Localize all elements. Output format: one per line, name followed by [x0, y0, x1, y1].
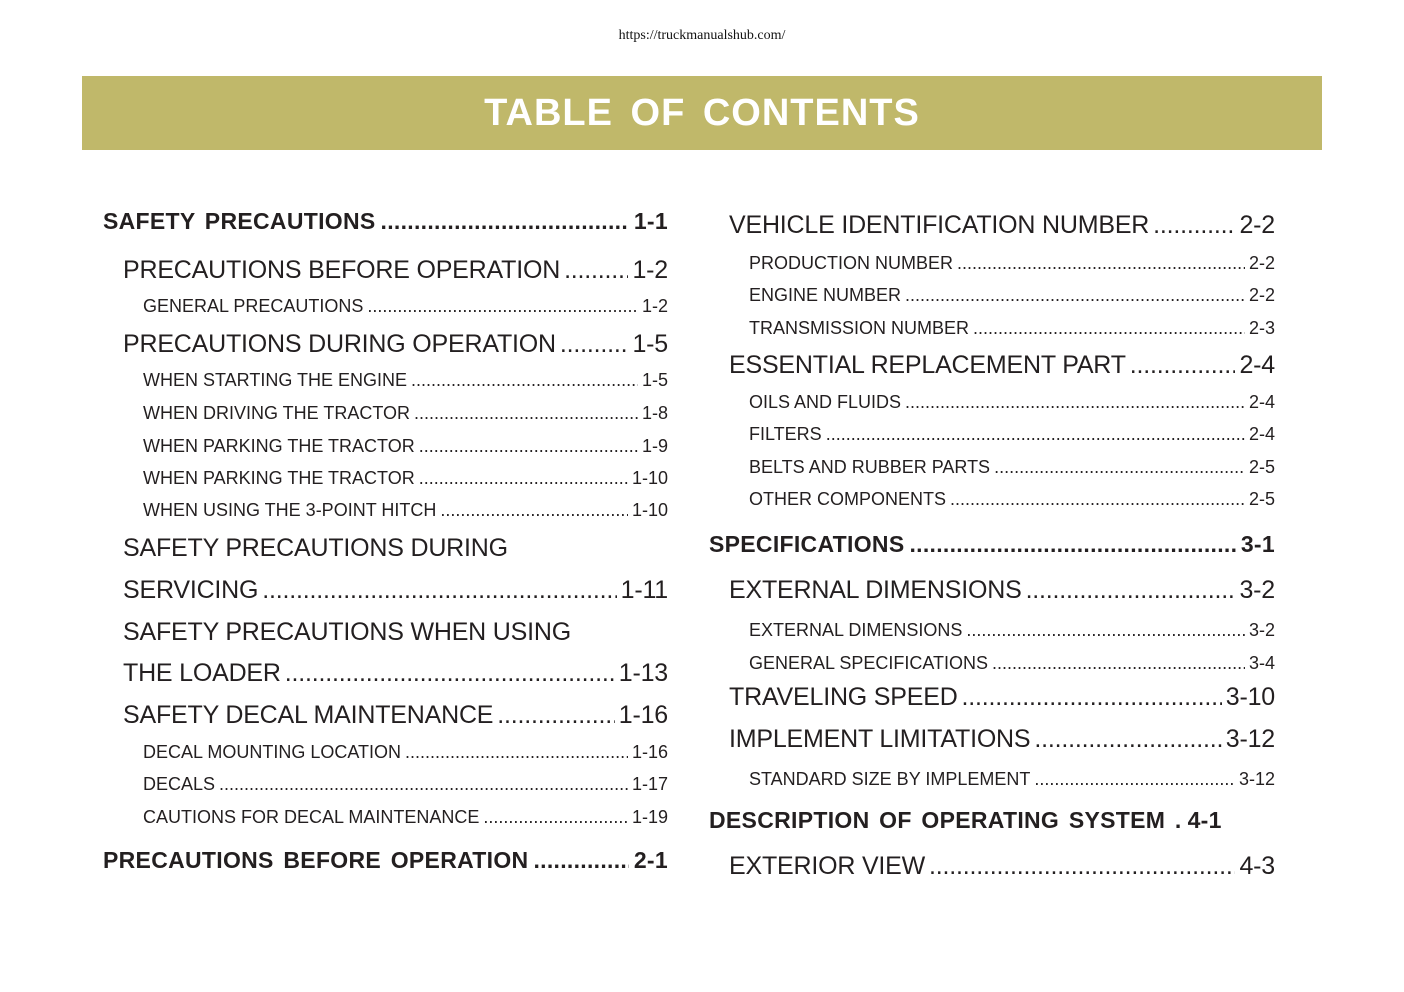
dot-leader — [405, 742, 628, 763]
toc-entry-title: SAFETY PRECAUTIONS — [103, 208, 376, 234]
toc-entry-decal-mounting-location[interactable] — [143, 742, 668, 763]
toc-entry-title: PRECAUTIONS BEFORE OPERATION — [123, 256, 561, 284]
toc-entry-title: DECAL MOUNTING LOCATION — [143, 742, 402, 762]
toc-entry-title: TRAVELING SPEED — [729, 683, 958, 711]
toc-entry-page: 1-11 — [620, 576, 668, 604]
dot-leader — [414, 403, 638, 424]
toc-entry-essential-replacement-part[interactable] — [729, 351, 1275, 380]
toc-entry-transmission-number[interactable] — [749, 318, 1275, 339]
toc-entry-external-dimensions[interactable] — [729, 576, 1275, 605]
dot-leader — [929, 852, 1235, 881]
dot-leader — [994, 457, 1245, 478]
toc-entry-belts-rubber-parts[interactable] — [749, 457, 1275, 478]
toc-entry-title: THE LOADER — [123, 659, 281, 687]
toc-entry-title: EXTERNAL DIMENSIONS — [729, 576, 1022, 604]
toc-entry-page: 3-1 — [1240, 531, 1275, 557]
toc-entry-title: ESSENTIAL REPLACEMENT PART — [729, 351, 1126, 379]
toc-entry-title: FILTERS — [749, 424, 822, 444]
dot-leader — [905, 392, 1245, 413]
toc-entry-page: 3-2 — [1248, 620, 1275, 640]
dot-leader — [966, 620, 1245, 641]
dot-leader — [950, 489, 1245, 510]
toc-entry-title: PRODUCTION NUMBER — [749, 253, 954, 273]
toc-entry-traveling-speed[interactable] — [729, 683, 1275, 712]
toc-entry-title: DESCRIPTION OF OPERATING SYSTEM . — [709, 807, 1182, 833]
toc-entry-title: PRECAUTIONS BEFORE OPERATION — [103, 847, 529, 873]
toc-entry-page: 1-19 — [631, 807, 668, 827]
toc-entry-safety-servicing[interactable] — [123, 576, 668, 605]
toc-entry-cautions-decal-maintenance[interactable] — [143, 807, 668, 828]
toc-entry-title: WHEN USING THE 3-POINT HITCH — [143, 500, 437, 520]
toc-entry-page: 2-3 — [1248, 318, 1275, 338]
dot-leader — [440, 500, 628, 521]
toc-entry-page: 2-2 — [1239, 211, 1275, 239]
toc-entry-page: 1-9 — [641, 436, 668, 456]
dot-leader — [962, 683, 1222, 712]
toc-entry-title: WHEN PARKING THE TRACTOR — [143, 436, 415, 456]
toc-entry-exterior-view[interactable] — [729, 852, 1275, 881]
dot-leader — [411, 370, 638, 391]
dot-leader — [957, 253, 1245, 274]
toc-entry-page: 1-8 — [641, 403, 668, 423]
toc-entry-title: SPECIFICATIONS — [709, 531, 905, 557]
dot-leader — [1026, 576, 1236, 605]
toc-entry-specifications[interactable] — [709, 531, 1275, 558]
toc-entry-implement-limitations[interactable] — [729, 725, 1275, 754]
dot-leader — [826, 424, 1245, 445]
dot-leader — [497, 701, 614, 730]
toc-entry-when-driving-tractor[interactable] — [143, 403, 668, 424]
dot-leader — [1130, 351, 1236, 380]
toc-entry-when-parking-tractor[interactable] — [143, 436, 668, 457]
toc-entry-title: WHEN STARTING THE ENGINE — [143, 370, 408, 390]
toc-entry-page: 1-16 — [618, 701, 668, 729]
toc-entry-page: 2-5 — [1248, 457, 1275, 477]
toc-entry-precautions-during-operation[interactable] — [123, 330, 668, 359]
toc-entry-title: ENGINE NUMBER — [749, 285, 902, 305]
toc-entry-title: PRECAUTIONS DURING OPERATION — [123, 330, 556, 358]
toc-entry-title: OTHER COMPONENTS — [749, 489, 947, 509]
toc-entry-page: 3-4 — [1248, 653, 1275, 673]
toc-entry-page: 1-10 — [631, 500, 668, 520]
toc-entry-decals[interactable] — [143, 774, 668, 795]
toc-entry-description-operating-system[interactable] — [709, 807, 1275, 834]
toc-entry-oils-and-fluids[interactable] — [749, 392, 1275, 413]
toc-entry-title: DECALS — [143, 774, 216, 794]
toc-entry-page: 1-1 — [633, 208, 668, 234]
toc-entry-engine-number[interactable] — [749, 285, 1275, 306]
toc-entry-external-dimensions-sub[interactable] — [749, 620, 1275, 641]
toc-entry-title: OILS AND FLUIDS — [749, 392, 902, 412]
page-title: TABLE OF CONTENTS — [484, 91, 920, 134]
toc-entry-page: 3-12 — [1238, 769, 1275, 789]
dot-leader — [905, 285, 1245, 306]
toc-entry-title: GENERAL SPECIFICATIONS — [749, 653, 989, 673]
toc-entry-production-number[interactable] — [749, 253, 1275, 274]
toc-entry-page: 3-12 — [1225, 725, 1275, 753]
toc-entry-title: STANDARD SIZE BY IMPLEMENT — [749, 769, 1031, 789]
toc-entry-title: WHEN DRIVING THE TRACTOR — [143, 403, 411, 423]
toc-entry-filters[interactable] — [749, 424, 1275, 445]
toc-entry-title: WHEN PARKING THE TRACTOR — [143, 468, 415, 488]
dot-leader — [381, 208, 629, 235]
toc-entry-other-components[interactable] — [749, 489, 1275, 510]
toc-entry-page: 3-10 — [1225, 683, 1275, 711]
toc-entry-page: 1-5 — [641, 370, 668, 390]
toc-entry-page: 1-10 — [631, 468, 668, 488]
toc-entry-title: CAUTIONS FOR DECAL MAINTENANCE — [143, 807, 480, 827]
toc-entry-when-parking-tractor-2[interactable] — [143, 468, 668, 489]
toc-entry-when-starting-engine[interactable] — [143, 370, 668, 391]
dot-leader — [367, 296, 638, 317]
toc-entry-page: 2-1 — [633, 847, 668, 873]
dot-leader — [992, 653, 1245, 674]
toc-entry-title: BELTS AND RUBBER PARTS — [749, 457, 991, 477]
source-url: https://truckmanualshub.com/ — [618, 28, 786, 43]
toc-entry-page: 1-17 — [631, 774, 668, 794]
dot-leader — [1034, 769, 1235, 790]
toc-entry-general-precautions[interactable] — [143, 296, 668, 317]
toc-entry-page: 2-4 — [1239, 351, 1275, 379]
dot-leader — [419, 468, 628, 489]
toc-entry-title: TRANSMISSION NUMBER — [749, 318, 970, 338]
title-banner — [82, 76, 1322, 150]
toc-entry-safety-loader-line1: SAFETY PRECAUTIONS WHEN USING — [123, 618, 571, 646]
dot-leader — [909, 531, 1235, 558]
toc-entry-standard-size-by-implement[interactable] — [749, 769, 1275, 790]
toc-entry-page: 2-5 — [1248, 489, 1275, 509]
dot-leader — [483, 807, 628, 828]
toc-entry-when-using-hitch[interactable] — [143, 500, 668, 521]
dot-leader — [560, 330, 629, 359]
toc-entry-title: VEHICLE IDENTIFICATION NUMBER — [729, 211, 1150, 239]
toc-entry-safety-precautions[interactable] — [103, 208, 668, 235]
toc-entry-page: 4-1 — [1187, 807, 1222, 833]
toc-entry-page: 1-2 — [632, 256, 668, 284]
dot-leader — [1153, 211, 1235, 240]
toc-entry-page: 2-2 — [1248, 285, 1275, 305]
toc-entry-page: 4-3 — [1239, 852, 1275, 880]
toc-entry-title: SAFETY DECAL MAINTENANCE — [123, 701, 494, 729]
toc-entry-title: EXTERNAL DIMENSIONS — [749, 620, 963, 640]
toc-entry-title: IMPLEMENT LIMITATIONS — [729, 725, 1031, 753]
toc-entry-page: 1-2 — [641, 296, 668, 316]
toc-entry-page: 1-16 — [631, 742, 668, 762]
toc-entry-page: 3-2 — [1239, 576, 1275, 604]
toc-entry-title: GENERAL PRECAUTIONS — [143, 296, 364, 316]
toc-entry-safety-decal-maintenance[interactable] — [123, 701, 668, 730]
dot-leader — [1034, 725, 1221, 754]
toc-entry-vin[interactable] — [729, 211, 1275, 240]
toc-entry-safety-loader[interactable] — [123, 659, 668, 688]
toc-entry-page: 1-13 — [618, 659, 668, 687]
toc-entry-title: EXTERIOR VIEW — [729, 852, 926, 880]
dot-leader — [262, 576, 616, 605]
dot-leader — [419, 436, 638, 457]
toc-entry-precautions-before-operation[interactable] — [123, 256, 668, 285]
toc-entry-page: 2-2 — [1248, 253, 1275, 273]
dot-leader — [564, 256, 628, 285]
toc-entry-title: SERVICING — [123, 576, 259, 604]
toc-entry-general-specifications[interactable] — [749, 653, 1275, 674]
dot-leader — [219, 774, 628, 795]
toc-entry-page: 1-5 — [632, 330, 668, 358]
toc-entry-page: 2-4 — [1248, 424, 1275, 444]
dot-leader — [533, 847, 628, 874]
toc-entry-safety-servicing-line1: SAFETY PRECAUTIONS DURING — [123, 534, 508, 562]
toc-entry-precautions-before-operation-2[interactable] — [103, 847, 668, 874]
toc-entry-page: 2-4 — [1248, 392, 1275, 412]
dot-leader — [285, 659, 615, 688]
dot-leader — [973, 318, 1245, 339]
